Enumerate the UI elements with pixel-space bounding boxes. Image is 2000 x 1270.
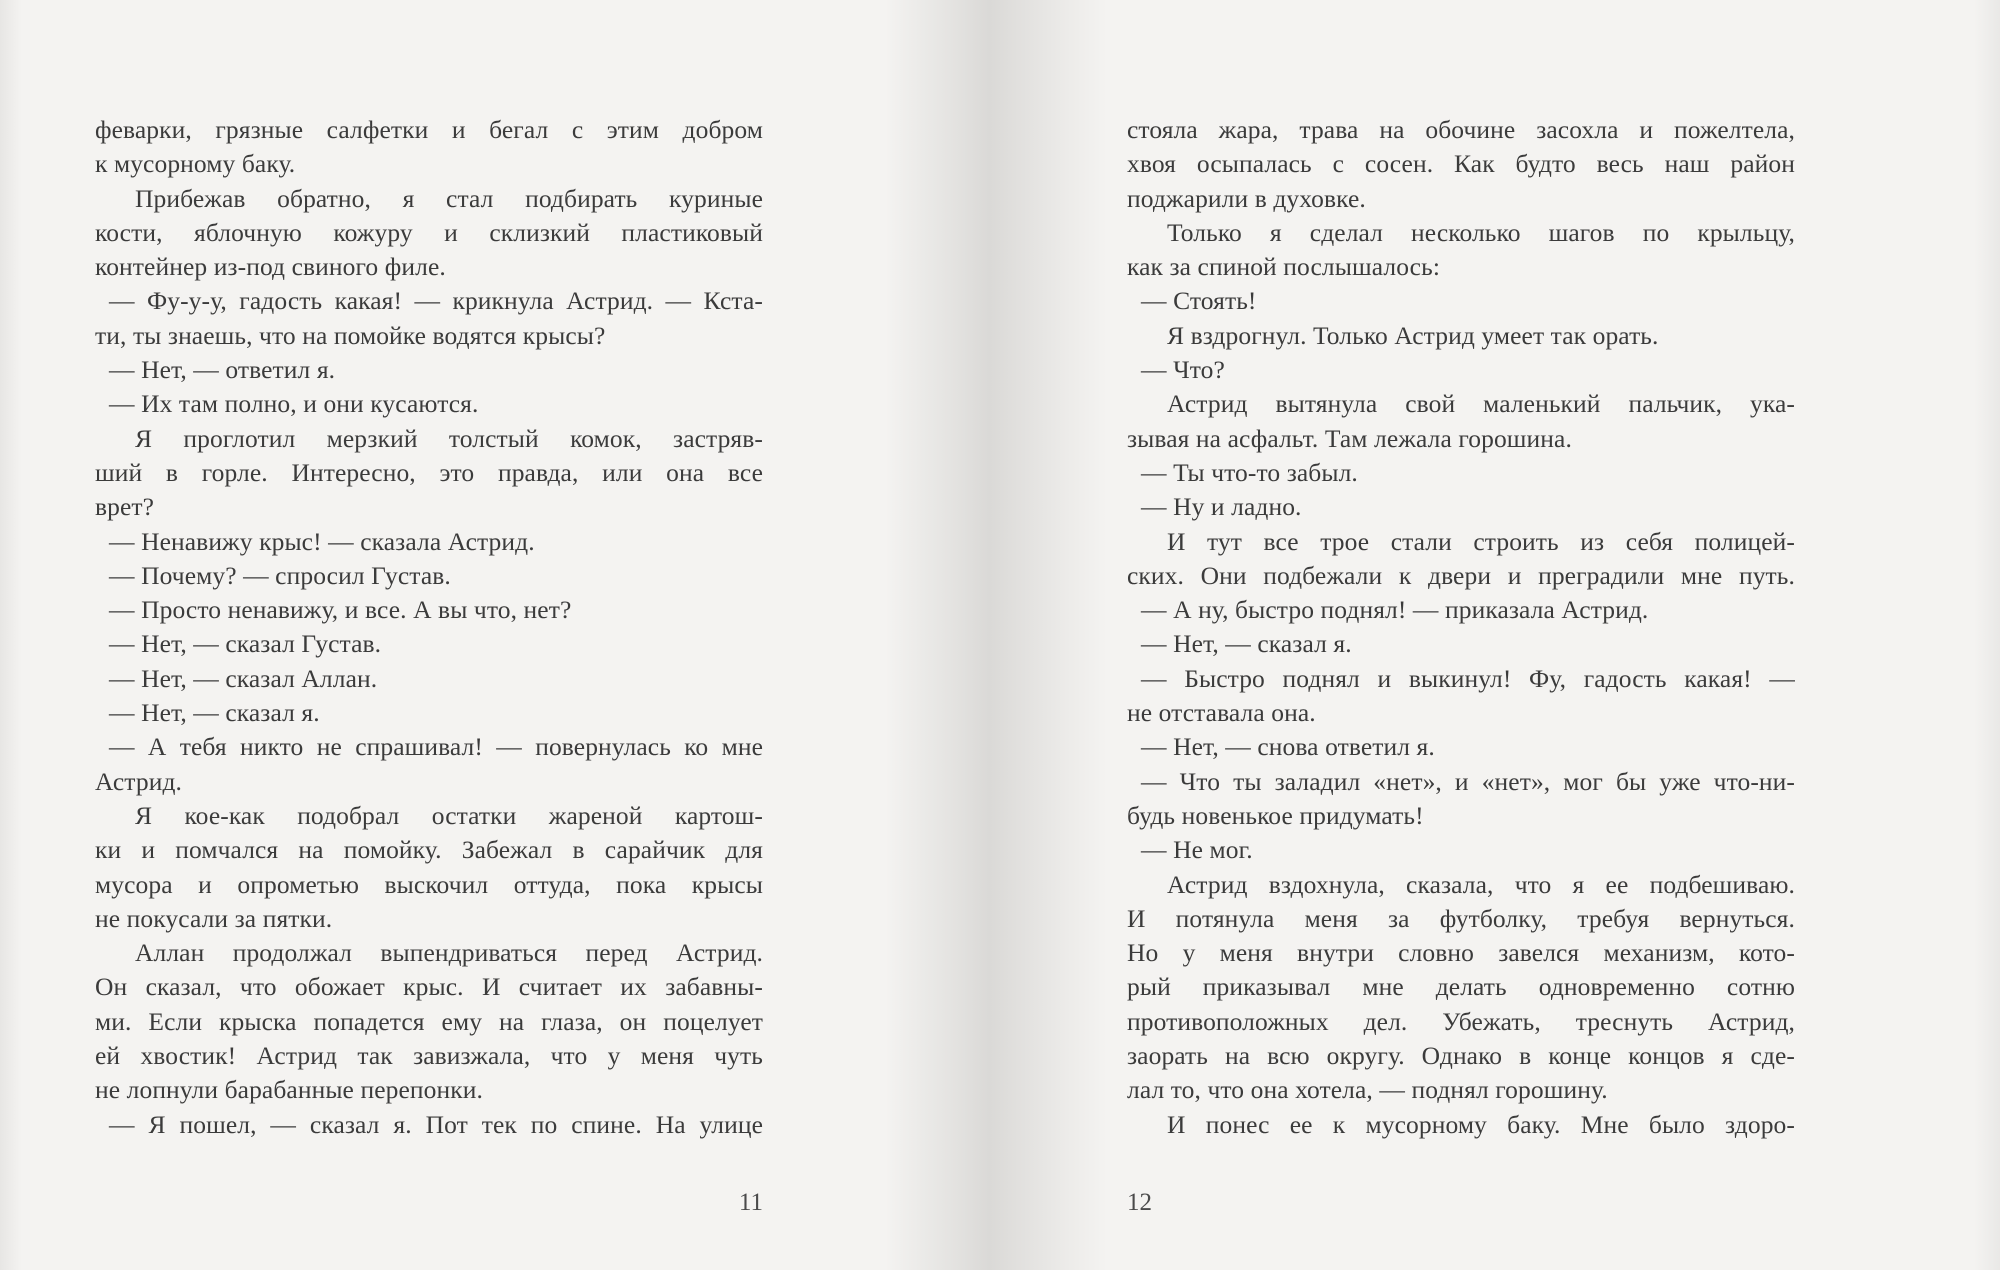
text-line: — Быстро поднял и выкинул! Фу, гадость какая! — — [1141, 663, 1795, 693]
text-line: Аллан продолжал выпендриваться перед Астрид. — [135, 938, 763, 968]
text-line: не отставала она. — [1127, 698, 1316, 728]
text-line: — Фу-у-у, гадость какая! — крикнула Астрид. — Кста- — [109, 286, 763, 316]
text-line: хвоя осыпалась с сосен. Как будто весь наш район — [1127, 149, 1795, 179]
page-number-left: 11 — [738, 1189, 763, 1216]
text-line: — А тебя никто не спрашивал! — повернулась ко мне — [109, 732, 763, 762]
text-line: кости, яблочную кожуру и склизкий пластиковый — [95, 217, 763, 247]
text-line: — Нет, — сказал я. — [1141, 629, 1352, 659]
text-line: Астрид вздохнула, сказала, что я ее подбешиваю. — [1167, 869, 1795, 899]
text-line: ти, ты знаешь, что на помойке водятся крысы? — [95, 320, 606, 350]
text-line: — Не мог. — [1141, 835, 1253, 865]
text-line: контейнер из-под свиного филе. — [95, 252, 446, 282]
text-line: ей хвостик! Астрид так завизжала, что у меня чуть — [95, 1041, 763, 1071]
text-line: И тут все трое стали строить из себя полицей- — [1167, 526, 1795, 556]
text-line: — Почему? — спросил Густав. — [109, 560, 451, 590]
text-line: — Нет, — снова ответил я. — [1141, 732, 1435, 762]
text-line: не покусали за пятки. — [95, 903, 333, 933]
text-line: стояла жара, трава на обочине засохла и пожелтела, — [1127, 115, 1795, 144]
text-line: — Ты что-то забыл. — [1141, 457, 1358, 487]
text-line: ских. Они подбежали к двери и преградили мне путь. — [1127, 560, 1795, 590]
text-line: рый приказывал мне делать одновременно сотню — [1127, 972, 1795, 1002]
page-right-text — [1127, 113, 1795, 1142]
text-line: — Стоять! — [1141, 286, 1257, 316]
text-line: Астрид вытянула свой маленький пальчик, ука- — [1167, 389, 1795, 419]
text-line: — Нет, — сказал Густав. — [109, 629, 382, 659]
text-line: — Ну и ладно. — [1141, 492, 1302, 522]
text-line: — Нет, — сказал я. — [109, 698, 320, 728]
text-line: Я проглотил мерзкий толстый комок, застряв- — [135, 423, 763, 453]
text-line: к мусорному баку. — [95, 149, 296, 179]
text-line: ми. Если крыска попадется ему на глаза, он поцелует — [95, 1006, 763, 1036]
text-line: ший в горле. Интересно, это правда, или она все — [95, 457, 763, 487]
text-line: Я кое-как подобрал остатки жареной картош- — [135, 800, 763, 830]
text-line: И потянула меня за футболку, требуя вернуться. — [1127, 903, 1795, 933]
text-line: как за спиной послышалось: — [1127, 252, 1441, 282]
text-line: врет? — [95, 492, 155, 522]
text-line: — Ненавижу крыс! — сказала Астрид. — [109, 526, 535, 556]
text-line: противоположных дел. Убежать, треснуть Астрид, — [1127, 1006, 1795, 1036]
text-line: поджарили в духовке. — [1127, 183, 1366, 213]
text-line: мусора и опрометью выскочил оттуда, пока крысы — [95, 869, 763, 899]
page-left — [0, 0, 990, 1270]
text-line: Астрид. — [95, 766, 182, 796]
text-line: И понес ее к мусорному баку. Мне было здоро- — [1167, 1109, 1795, 1139]
text-line: зывая на асфальт. Там лежала горошина. — [1127, 423, 1572, 453]
text-line: заорать на всю округу. Однако в конце концов я сде- — [1127, 1041, 1795, 1071]
text-line: феварки, грязные салфетки и бегал с этим добром — [95, 115, 763, 144]
text-line: Но у меня внутри словно завелся механизм, кото- — [1127, 938, 1795, 968]
text-line: — Что ты заладил «нет», и «нет», мог бы уже что-ни- — [1141, 766, 1795, 796]
text-line: — Их там полно, и они кусаются. — [109, 389, 479, 419]
text-line: ки и помчался на помойку. Забежал в сарайчик для — [95, 835, 763, 865]
text-line: Прибежав обратно, я стал подбирать куриные — [135, 183, 763, 213]
text-line: — Что? — [1141, 355, 1225, 385]
text-line: — Просто ненавижу, и все. А вы что, нет? — [109, 595, 572, 625]
text-line: Только я сделал несколько шагов по крыльцу, — [1167, 217, 1795, 247]
text-line: — А ну, быстро поднял! — приказала Астрид. — [1141, 595, 1649, 625]
page-right — [990, 0, 2000, 1270]
text-line: — Я пошел, — сказал я. Пот тек по спине. На улице — [109, 1109, 763, 1139]
page-number-right: 12 — [1127, 1189, 1152, 1216]
page-left-text — [95, 113, 763, 1142]
text-line: Я вздрогнул. Только Астрид умеет так орать. — [1167, 320, 1659, 350]
text-line: — Нет, — ответил я. — [109, 355, 336, 385]
text-line: Он сказал, что обожает крыс. И считает их забавны- — [95, 972, 763, 1002]
text-line: лал то, что она хотела, — поднял горошину. — [1127, 1075, 1608, 1105]
text-line: будь новенькое придумать! — [1127, 800, 1424, 830]
text-line: не лопнули барабанные перепонки. — [95, 1075, 483, 1105]
text-line: — Нет, — сказал Аллан. — [109, 663, 378, 693]
